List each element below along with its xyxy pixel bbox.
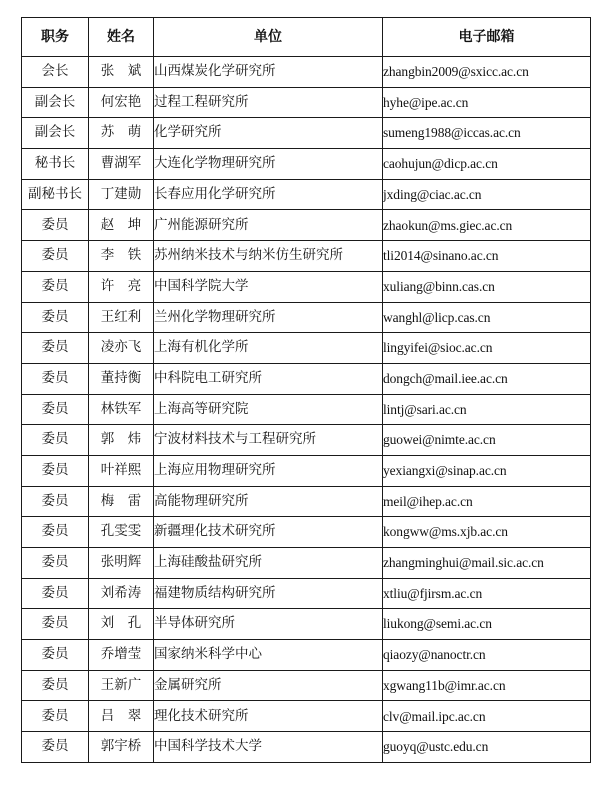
role-cell: 委员	[22, 609, 89, 640]
table-row	[22, 57, 591, 88]
table-row	[22, 302, 591, 333]
name-cell: 张 斌	[89, 57, 154, 88]
table-row	[22, 179, 591, 210]
unit-cell: 福建物质结构研究所	[154, 578, 383, 609]
email-cell: clv@mail.ipc.ac.cn	[383, 701, 591, 732]
email-cell: caohujun@dicp.ac.cn	[383, 149, 591, 180]
table-row	[22, 486, 591, 517]
table-row	[22, 701, 591, 732]
role-cell: 委员	[22, 455, 89, 486]
header-name: 姓名	[89, 18, 154, 57]
role-cell: 委员	[22, 640, 89, 671]
unit-cell: 国家纳米科学中心	[154, 640, 383, 671]
name-cell: 苏 萌	[89, 118, 154, 149]
unit-cell: 上海有机化学所	[154, 333, 383, 364]
header-role: 职务	[22, 18, 89, 57]
role-cell: 秘书长	[22, 149, 89, 180]
table-row	[22, 548, 591, 579]
email-cell: xgwang11b@imr.ac.cn	[383, 670, 591, 701]
name-cell: 梅 雷	[89, 486, 154, 517]
email-cell: qiaozy@nanoctr.cn	[383, 640, 591, 671]
header-unit: 单位	[154, 18, 383, 57]
email-cell: zhangbin2009@sxicc.ac.cn	[383, 57, 591, 88]
role-cell: 委员	[22, 425, 89, 456]
name-cell: 凌亦飞	[89, 333, 154, 364]
email-cell: meil@ihep.ac.cn	[383, 486, 591, 517]
unit-cell: 中国科学院大学	[154, 271, 383, 302]
unit-cell: 理化技术研究所	[154, 701, 383, 732]
name-cell: 刘希涛	[89, 578, 154, 609]
name-cell: 郭 炜	[89, 425, 154, 456]
table-row	[22, 210, 591, 241]
table-row	[22, 670, 591, 701]
unit-cell: 苏州纳米技术与纳米仿生研究所	[154, 241, 383, 272]
unit-cell: 化学研究所	[154, 118, 383, 149]
role-cell: 委员	[22, 271, 89, 302]
email-cell: guoyq@ustc.edu.cn	[383, 732, 591, 763]
name-cell: 王红利	[89, 302, 154, 333]
role-cell: 委员	[22, 701, 89, 732]
role-cell: 委员	[22, 210, 89, 241]
role-cell: 会长	[22, 57, 89, 88]
name-cell: 刘 孔	[89, 609, 154, 640]
role-cell: 副会长	[22, 87, 89, 118]
email-cell: sumeng1988@iccas.ac.cn	[383, 118, 591, 149]
email-cell: dongch@mail.iee.ac.cn	[383, 363, 591, 394]
unit-cell: 金属研究所	[154, 670, 383, 701]
name-cell: 叶祥熙	[89, 455, 154, 486]
name-cell: 许 亮	[89, 271, 154, 302]
role-cell: 副会长	[22, 118, 89, 149]
email-cell: guowei@nimte.ac.cn	[383, 425, 591, 456]
table-body	[22, 57, 591, 763]
table-row	[22, 87, 591, 118]
name-cell: 王新广	[89, 670, 154, 701]
email-cell: jxding@ciac.ac.cn	[383, 179, 591, 210]
name-cell: 张明辉	[89, 548, 154, 579]
name-cell: 董持衡	[89, 363, 154, 394]
role-cell: 委员	[22, 394, 89, 425]
name-cell: 何宏艳	[89, 87, 154, 118]
email-cell: xtliu@fjirsm.ac.cn	[383, 578, 591, 609]
table-row	[22, 517, 591, 548]
table-row	[22, 578, 591, 609]
role-cell: 委员	[22, 548, 89, 579]
table-row	[22, 241, 591, 272]
role-cell: 委员	[22, 302, 89, 333]
member-table	[21, 17, 591, 763]
name-cell: 乔增莹	[89, 640, 154, 671]
email-cell: zhaokun@ms.giec.ac.cn	[383, 210, 591, 241]
unit-cell: 高能物理研究所	[154, 486, 383, 517]
table-row	[22, 455, 591, 486]
unit-cell: 兰州化学物理研究所	[154, 302, 383, 333]
email-cell: liukong@semi.ac.cn	[383, 609, 591, 640]
role-cell: 委员	[22, 578, 89, 609]
unit-cell: 上海高等研究院	[154, 394, 383, 425]
table-row	[22, 149, 591, 180]
email-cell: hyhe@ipe.ac.cn	[383, 87, 591, 118]
table-row	[22, 333, 591, 364]
table-header	[22, 18, 591, 57]
email-cell: yexiangxi@sinap.ac.cn	[383, 455, 591, 486]
table-row	[22, 363, 591, 394]
role-cell: 委员	[22, 241, 89, 272]
email-cell: lingyifei@sioc.ac.cn	[383, 333, 591, 364]
table-row	[22, 425, 591, 456]
unit-cell: 长春应用化学研究所	[154, 179, 383, 210]
name-cell: 丁建勋	[89, 179, 154, 210]
role-cell: 委员	[22, 486, 89, 517]
unit-cell: 中科院电工研究所	[154, 363, 383, 394]
name-cell: 郭宇桥	[89, 732, 154, 763]
email-cell: lintj@sari.ac.cn	[383, 394, 591, 425]
role-cell: 委员	[22, 333, 89, 364]
table-row	[22, 640, 591, 671]
unit-cell: 上海应用物理研究所	[154, 455, 383, 486]
table-row	[22, 118, 591, 149]
unit-cell: 新疆理化技术研究所	[154, 517, 383, 548]
name-cell: 赵 坤	[89, 210, 154, 241]
name-cell: 孔雯雯	[89, 517, 154, 548]
table-row	[22, 609, 591, 640]
name-cell: 吕 翠	[89, 701, 154, 732]
header-email: 电子邮箱	[383, 18, 591, 57]
email-cell: zhangminghui@mail.sic.ac.cn	[383, 548, 591, 579]
name-cell: 曹湖军	[89, 149, 154, 180]
unit-cell: 半导体研究所	[154, 609, 383, 640]
email-cell: kongww@ms.xjb.ac.cn	[383, 517, 591, 548]
role-cell: 委员	[22, 670, 89, 701]
table-row	[22, 271, 591, 302]
unit-cell: 中国科学技术大学	[154, 732, 383, 763]
header-row	[22, 18, 591, 57]
unit-cell: 广州能源研究所	[154, 210, 383, 241]
unit-cell: 山西煤炭化学研究所	[154, 57, 383, 88]
email-cell: xuliang@binn.cas.cn	[383, 271, 591, 302]
unit-cell: 宁波材料技术与工程研究所	[154, 425, 383, 456]
role-cell: 委员	[22, 363, 89, 394]
email-cell: tli2014@sinano.ac.cn	[383, 241, 591, 272]
name-cell: 林铁军	[89, 394, 154, 425]
name-cell: 李 铁	[89, 241, 154, 272]
role-cell: 副秘书长	[22, 179, 89, 210]
role-cell: 委员	[22, 732, 89, 763]
table-row	[22, 394, 591, 425]
unit-cell: 过程工程研究所	[154, 87, 383, 118]
unit-cell: 大连化学物理研究所	[154, 149, 383, 180]
email-cell: wanghl@licp.cas.cn	[383, 302, 591, 333]
table-row	[22, 732, 591, 763]
role-cell: 委员	[22, 517, 89, 548]
unit-cell: 上海硅酸盐研究所	[154, 548, 383, 579]
